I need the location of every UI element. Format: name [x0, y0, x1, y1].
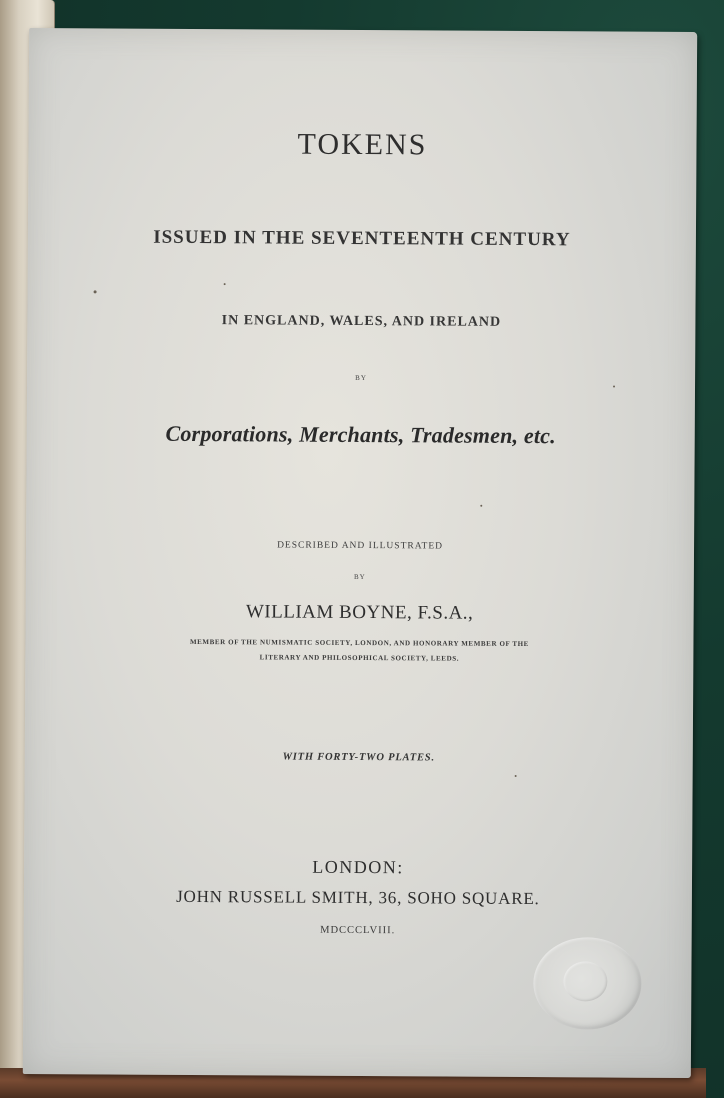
paper-speck	[224, 283, 226, 285]
issuers-line: Corporations, Merchants, Tradesmen, etc.	[165, 420, 556, 449]
paper-speck	[613, 386, 615, 388]
described-line: DESCRIBED AND ILLUSTRATED	[277, 540, 444, 552]
publication-year: MDCCCLVIII.	[320, 924, 396, 937]
paper-speck	[480, 505, 482, 507]
publication-city: LONDON:	[312, 856, 404, 878]
title-page	[23, 28, 697, 1078]
paper-speck	[515, 775, 517, 777]
book-subtitle: ISSUED IN THE SEVENTEENTH CENTURY	[153, 226, 571, 251]
book-title: TOKENS	[297, 127, 428, 162]
by-line-1: BY	[355, 373, 367, 383]
plates-note: WITH FORTY-TWO PLATES.	[282, 751, 435, 764]
paper-speck	[94, 290, 97, 293]
region-line: IN ENGLAND, WALES, AND IRELAND	[221, 313, 502, 330]
author-affiliation-line-1: MEMBER OF THE NUMISMATIC SOCIETY, LONDON, AND HONORARY MEMBER OF THE	[189, 637, 529, 649]
author-name: WILLIAM BOYNE, F.S.A.,	[245, 601, 474, 624]
blind-embossed-stamp	[533, 937, 642, 1030]
publisher-line: JOHN RUSSELL SMITH, 36, SOHO SQUARE.	[176, 886, 540, 909]
by-line-2: BY	[353, 572, 366, 582]
author-affiliation-line-2: LITERARY AND PHILOSOPHICAL SOCIETY, LEEDS.	[259, 653, 460, 663]
